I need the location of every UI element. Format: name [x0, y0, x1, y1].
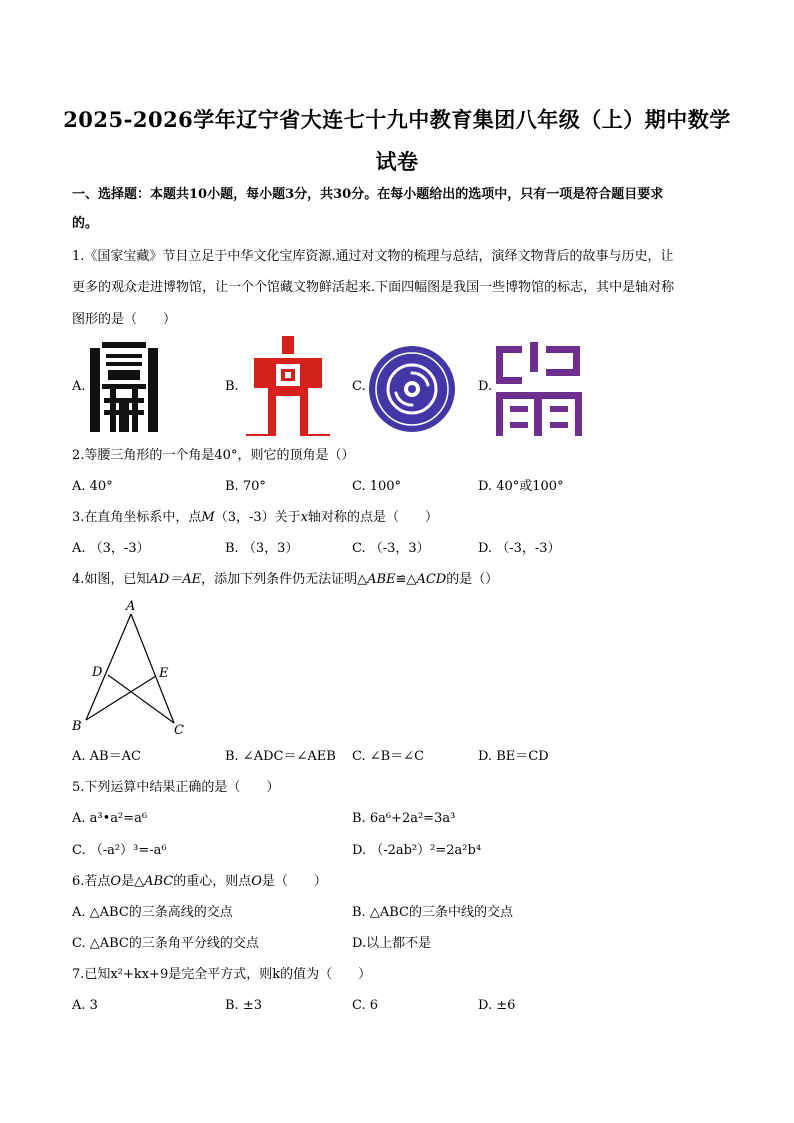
- q4-option-a: A. AB＝AC: [72, 749, 141, 764]
- q3-stem-text: （3，-3）关于: [214, 510, 301, 525]
- q4-option-c: C. ∠B＝∠C: [352, 749, 425, 764]
- q4-stem: [72, 571, 732, 589]
- q3-option-d: D. （-3，-3）: [478, 541, 561, 556]
- q2-option-b: B. 70°: [225, 479, 266, 494]
- q4-stem-text: 4.如图，已知: [72, 572, 150, 587]
- q6-option-c: C. △ABC的三条角平分线的交点: [72, 936, 259, 951]
- q6-stem-text: 的重心，则点: [173, 874, 252, 889]
- q4-triangle-figure: [68, 596, 198, 742]
- q7-option-d: D. ±6: [478, 998, 516, 1013]
- q5-stem: 5.下列运算中结果正确的是（ ）: [72, 780, 280, 795]
- q4-option-b: B. ∠ADC＝∠AEB: [225, 749, 336, 764]
- q1-option-a-label: A.: [72, 379, 86, 394]
- q7-stem: 7.已知x²+kx+9是完全平方式，则k的值为（ ）: [72, 967, 372, 982]
- logo-b-icon: [246, 336, 330, 436]
- q4-stem-text: 的是（）: [446, 572, 499, 587]
- q7-option-b: B. ±3: [225, 998, 262, 1013]
- q6-option-a: A. △ABC的三条高线的交点: [72, 905, 233, 920]
- q1-stem-line3: 图形的是（ ）: [72, 312, 177, 327]
- q4-stem-math: AD＝AE: [149, 572, 202, 587]
- logo-a-icon: [88, 340, 160, 432]
- q1-stem-line1: 1.《国家宝藏》节目立足于中华文化宝库资源.通过对文物的梳理与总结，演绎文物背后的故事与历史，让: [72, 249, 674, 264]
- q5-option-a: A. a³•a²=a⁶: [72, 811, 148, 826]
- q3-stem-text: 3.在直角坐标系中，点: [72, 510, 202, 525]
- q4-stem-text: ，添加下列条件仍无法证明△: [201, 572, 368, 587]
- q3-option-a: A. （3，-3）: [72, 541, 150, 556]
- q5-option-c: C. （-a²）³=-a⁶: [72, 843, 167, 858]
- label-e: E: [159, 666, 169, 681]
- logo-c-icon: [368, 345, 456, 433]
- q6-stem: [72, 873, 732, 891]
- q1-option-c-label: C.: [352, 379, 366, 394]
- page-title: 2025-2026学年辽宁省大连七十九中教育集团八年级（上）期中数学: [63, 107, 731, 132]
- section-heading: 一、选择题：本题共10小题，每小题3分，共30分。在每小题给出的选项中，只有一项是符合题目要求: [72, 187, 664, 202]
- page-title-continued: 试卷: [375, 149, 419, 174]
- q6-stem-math: ABC: [144, 874, 174, 889]
- label-a: A: [126, 599, 136, 614]
- q1-option-b-label: B.: [225, 379, 239, 394]
- q6-stem-text: 是（ ）: [261, 874, 327, 889]
- q6-stem-text: 是△: [121, 874, 145, 889]
- q6-stem-text: 6.若点: [72, 874, 111, 889]
- segment-be: [86, 676, 156, 720]
- label-b: B: [72, 719, 82, 734]
- q3-point-name: M: [201, 510, 215, 525]
- q6-option-b: B. △ABC的三条中线的交点: [352, 905, 513, 920]
- label-c: C: [174, 723, 184, 738]
- section-heading-continued: 的。: [72, 216, 99, 231]
- q4-option-d: D. BE＝CD: [478, 749, 549, 764]
- q7-option-a: A. 3: [72, 998, 98, 1013]
- q3-axis-name: x: [300, 510, 308, 525]
- q1-stem-line2: 更多的观众走进博物馆，让一个个馆藏文物鲜活起来.下面四幅图是我国一些博物馆的标志，其中是轴对称: [72, 280, 675, 295]
- q3-option-c: C. （-3，3）: [352, 541, 430, 556]
- q4-stem-math: ABE: [367, 572, 396, 587]
- q2-option-a: A. 40°: [72, 479, 113, 494]
- q2-stem: 2.等腰三角形的一个角是40°，则它的顶角是（）: [72, 448, 355, 463]
- q1-option-d-label: D.: [478, 379, 493, 394]
- q6-stem-math: O: [110, 874, 122, 889]
- q2-option-d: D. 40°或100°: [478, 479, 564, 494]
- q6-stem-math: O: [251, 874, 262, 889]
- q6-option-d: D.以上都不是: [352, 936, 432, 951]
- logo-d-icon: [494, 342, 584, 436]
- q4-stem-math: ACD: [416, 572, 447, 587]
- q2-option-c: C. 100°: [352, 479, 402, 494]
- q7-option-c: C. 6: [352, 998, 379, 1013]
- q5-option-d: D. （-2ab²）²=2a²b⁴: [352, 843, 482, 858]
- q5-option-b: B. 6a⁶+2a²=3a³: [352, 811, 456, 826]
- q4-stem-text: ≌△: [395, 572, 417, 587]
- q3-stem-text: 轴对称的点是（ ）: [308, 510, 439, 525]
- q3-option-b: B. （3，3）: [225, 541, 299, 556]
- q3-stem: [72, 509, 732, 527]
- label-d: D: [92, 665, 103, 680]
